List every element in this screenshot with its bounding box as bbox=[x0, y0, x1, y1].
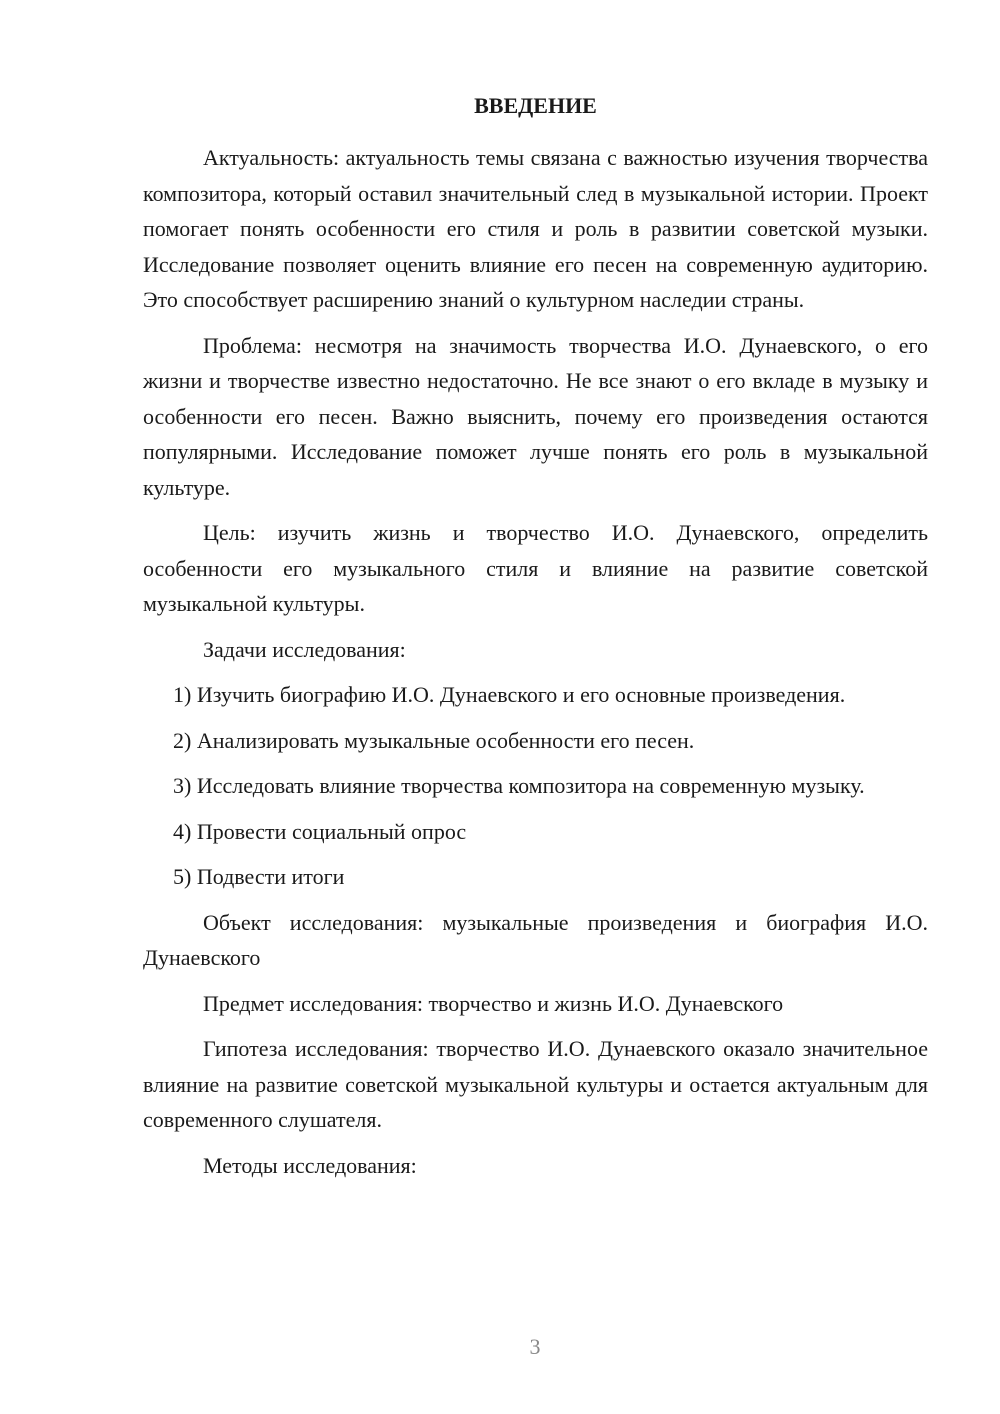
document-page bbox=[143, 92, 928, 1193]
task-item-4: 4) Провести социальный опрос bbox=[173, 818, 467, 844]
paragraph-relevance: Актуальность: актуальность темы связана с важностью изучения творчества композитора, который оставил значительный след в музыкальной истории. Проект помогает понять особенности его стиля и роль в развитии советской музыки. Исследование позволяет оценить влияние его песен на современную аудиторию. Это способствует расширению знаний о культурном наследии страны. bbox=[143, 145, 928, 312]
paragraph-subject: Предмет исследования: творчество и жизнь И.О. Дунаевского bbox=[203, 990, 784, 1016]
paragraph-object: Объект исследования: музыкальные произведения и биография И.О. Дунаевского bbox=[143, 909, 928, 970]
task-item-2: 2) Анализировать музыкальные особенности его песен. bbox=[173, 727, 695, 753]
task-item-3: 3) Исследовать влияние творчества композитора на современную музыку. bbox=[173, 773, 865, 798]
paragraph-goal: Цель: изучить жизнь и творчество И.О. Дунаевского, определить особенности его музыкального стиля и влияние на развитие советской музыкальной культуры. bbox=[143, 520, 928, 616]
paragraph-methods: Методы исследования: bbox=[203, 1152, 417, 1178]
page-number: 3 bbox=[529, 1334, 541, 1359]
task-item-1: 1) Изучить биографию И.О. Дунаевского и его основные произведения. bbox=[173, 682, 846, 707]
section-title: ВВЕДЕНИЕ bbox=[474, 93, 597, 118]
paragraph-hypothesis: Гипотеза исследования: творчество И.О. Дунаевского оказало значительное влияние на развитие советской музыкальной культуры и остается актуальным для современного слушателя. bbox=[143, 1036, 928, 1132]
paragraph-tasks-heading: Задачи исследования: bbox=[203, 636, 406, 662]
paragraph-problem: Проблема: несмотря на значимость творчества И.О. Дунаевского, о его жизни и творчестве известно недостаточно. Не все знают о его вкладе в музыку и особенности его песен. Важно выяснить, почему его произведения остаются популярными. Исследование поможет лучше понять его роль в музыкальной культуре. bbox=[143, 332, 928, 500]
task-item-5: 5) Подвести итоги bbox=[173, 864, 345, 889]
